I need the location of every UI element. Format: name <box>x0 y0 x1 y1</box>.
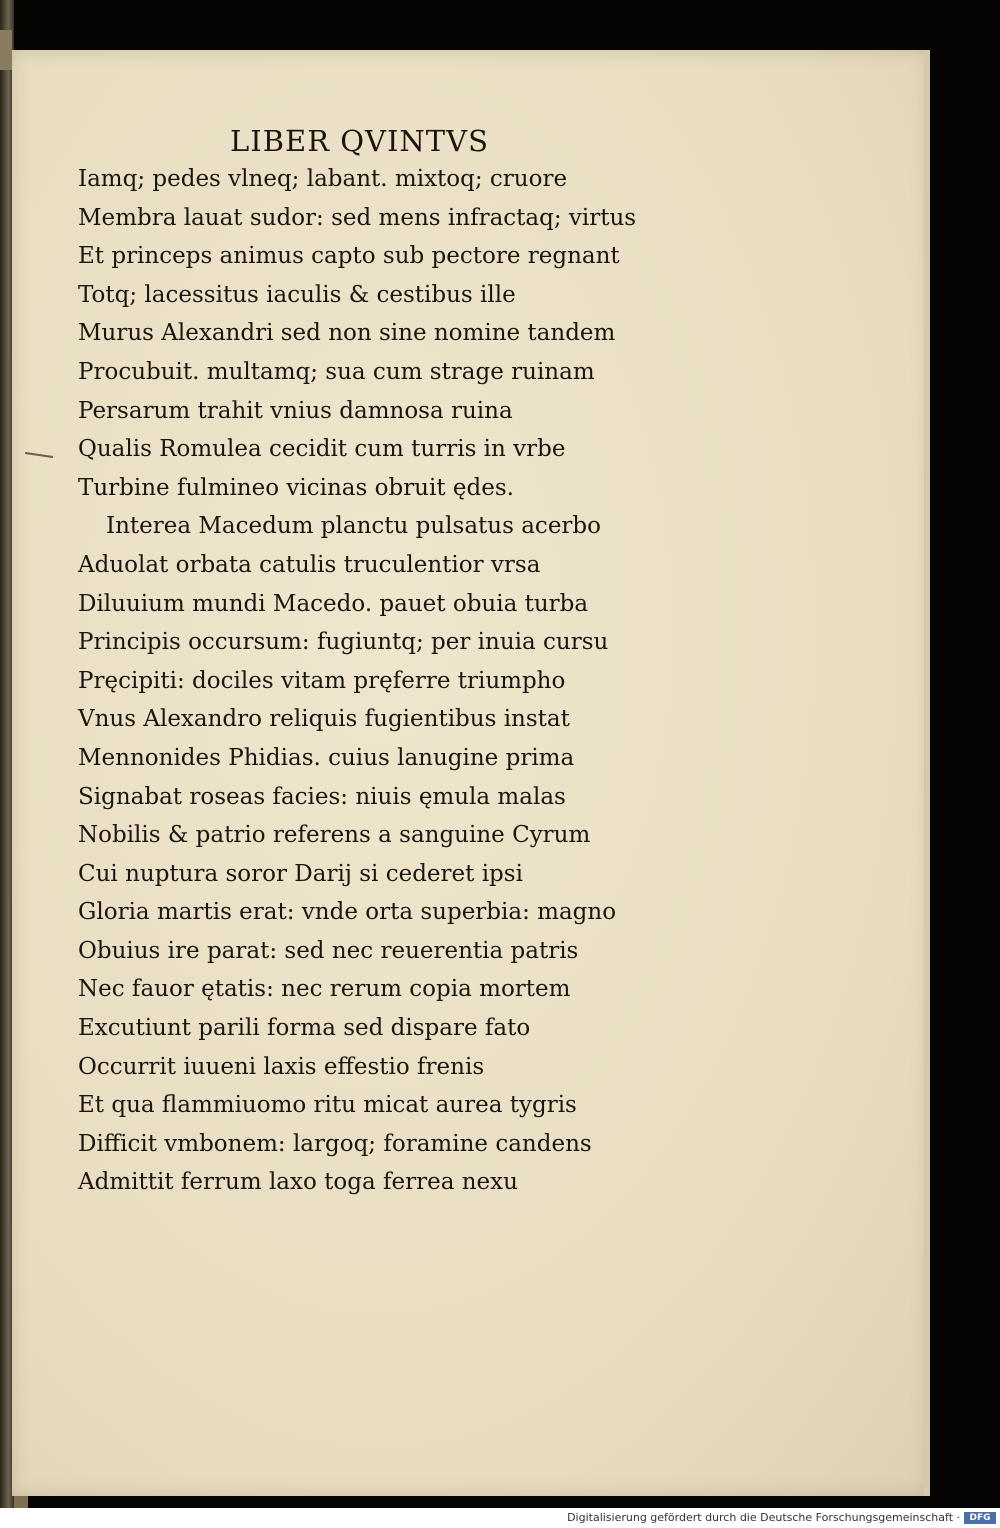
funding-credit: Digitalisierung gefördert durch die Deutsche Forschungsgemeinschaft · <box>567 1511 960 1524</box>
verse-line: Excutiunt parili forma sed dispare fato <box>78 1015 531 1042</box>
verse-line: Difficit vmbonem: largoq; foramine candens <box>78 1130 592 1157</box>
verse-line: Cui nuptura soror Darij si cederet ipsi <box>78 860 523 887</box>
dfg-logo[interactable]: DFG <box>964 1512 996 1524</box>
verse-line: Pręcipiti: dociles vitam pręferre triumpho <box>78 667 566 694</box>
verse-line: Membra lauat sudor: sed mens infractaq; virtus <box>78 204 637 231</box>
verse-line: Nobilis & patrio referens a sanguine Cyrum <box>78 822 591 849</box>
verse-line: Gloria martis erat: vnde orta superbia: magno <box>78 899 617 926</box>
verse-line: Et princeps animus capto sub pectore regnant <box>78 243 620 270</box>
running-header: LIBER QVINTVS <box>230 124 489 158</box>
verse-line: Occurrit iuueni laxis effestio frenis <box>78 1053 485 1080</box>
binding-tab-top <box>0 30 12 70</box>
verse-line: Nec fauor ętatis: nec rerum copia mortem <box>78 976 571 1003</box>
verse-line: Signabat roseas facies: niuis ęmula malas <box>78 783 566 810</box>
verse-line: Persarum trahit vnius damnosa ruina <box>78 397 513 424</box>
verse-line-indented: Interea Macedum planctu pulsatus acerbo <box>106 513 601 540</box>
verse-line: Murus Alexandri sed non sine nomine tandem <box>78 320 616 347</box>
credit-footer <box>0 1508 1000 1528</box>
verse-line: Mennonides Phidias. cuius lanugine prima <box>78 744 575 771</box>
verse-line: Diluuium mundi Macedo. pauet obuia turba <box>78 590 589 617</box>
verse-line: Iamq; pedes vlneq; labant. mixtoq; cruore <box>78 166 568 192</box>
verse-line: Totq; lacessitus iaculis & cestibus ille <box>78 281 516 308</box>
verse-line: Qualis Romulea cecidit cum turris in vrbe <box>78 436 566 463</box>
verse-line: Procubuit. multamq; sua cum strage ruinam <box>78 358 595 385</box>
verse-line: Obuius ire parat: sed nec reuerentia patris <box>78 937 579 964</box>
verse-line: Turbine fulmineo vicinas obruit ędes. <box>78 474 514 501</box>
book-page <box>12 50 930 1496</box>
verse-block <box>78 160 636 1202</box>
margin-mark <box>25 452 53 458</box>
page-edge-shade <box>924 50 930 1496</box>
verse-line: Vnus Alexandro reliquis fugientibus instat <box>78 706 570 733</box>
verse-line: Et qua flammiuomo ritu micat aurea tygris <box>78 1092 577 1119</box>
verse-line: Principis occursum: fugiuntq; per inuia cursu <box>78 629 609 656</box>
verse-line: Admittit ferrum laxo toga ferrea nexu <box>78 1169 518 1196</box>
verse-line: Aduolat orbata catulis truculentior vrsa <box>78 551 541 578</box>
